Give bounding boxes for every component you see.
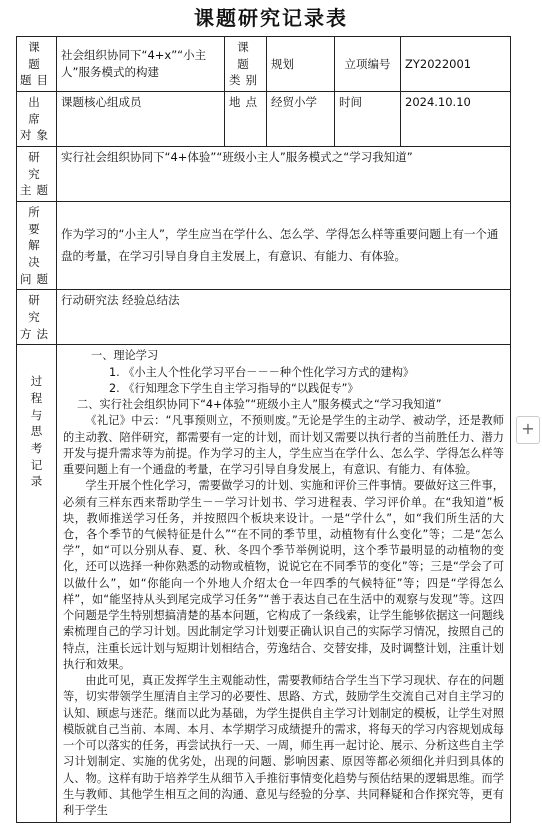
process-label-char: 记 [30, 457, 43, 472]
audience-value: 课题核心组成员 [57, 92, 225, 147]
number-label: 立项编号 [335, 37, 401, 92]
table-row-topic [17, 37, 511, 92]
category-value: 规划 [267, 37, 335, 92]
process-label-char: 考 [30, 441, 43, 456]
topic-label: 课 题 题目 [17, 37, 57, 92]
method-value: 行动研究法 经验总结法 [57, 290, 511, 345]
process-label-char: 程 [30, 391, 43, 406]
section-heading-practice: 二、实行社会组织协同下“4+体验”“班级小主人”服务模式之“学习我知道” [77, 398, 442, 412]
topic-value: 社会组织协同下“4+x”“小主人”服务模式的构建 [57, 37, 225, 92]
process-content [57, 345, 511, 823]
research-record-table [16, 36, 511, 823]
place-label: 地点 [225, 92, 267, 147]
process-label-char: 过 [30, 374, 43, 389]
page-title: 课题研究记录表 [194, 6, 348, 30]
section-heading-theory: 一、理论学习 [91, 349, 159, 363]
problem-label: 所 要 解 决 问题 [17, 202, 57, 290]
process-label [17, 345, 57, 823]
theme-label: 研 究 主题 [17, 147, 57, 202]
theme-value: 实行社会组织协同下“4+体验”“班级小主人”服务模式之“学习我知道” [57, 147, 511, 202]
place-value: 经贸小学 [267, 92, 335, 147]
time-value: 2024.10.10 [401, 92, 511, 147]
reading-item-2: 2. 《行知理念下学生自主学习指导的“以践促专”》 [109, 381, 359, 395]
category-label: 课 题 类别 [225, 37, 267, 92]
method-label: 研 究 方法 [17, 290, 57, 345]
process-label-char: 录 [30, 474, 43, 489]
reading-item-1: 1. 《小主人个性化学习平台－－－种个性化学习方式的建构》 [109, 365, 415, 379]
paragraph: 《礼记》中云：“凡事预则立，不预则废。”无论是学生的主动学、被动学，还是教师的主动教、陪伴研究，都需要有一定的计划，而计划又需要以执行者的当前胜任力、潜力开发与提升需求等为前提。作为学习的主人，学生应当在学什么、怎么学、学得怎么样等重要问题上有一个通盘的考量，在学习引导自身发展上，有意识、有能力、有体验。 [63, 414, 504, 477]
table-row-method [17, 290, 511, 345]
table-row-process [17, 345, 511, 823]
number-value: ZY2022001 [401, 37, 511, 92]
table-row-problem [17, 202, 511, 290]
table-row-theme [17, 147, 511, 202]
paragraph: 由此可见，真正发挥学生主观能动性，需要教师结合学生当下学习现状、存在的问题等，切实带领学生厘清自主学习的必要性、思路、方式，鼓励学生交流自己对自主学习的认知、顾虑与迷茫。继而以此为基础，为学生提供自主学习计划制定的模板，让学生对照模版就自己当前、本周、本月、本学期学习成绩提升的需求，将每天的学习内容规划成每一个可以落实的任务，再尝试执行一天、一周，师生再一起讨论、展示、分析这些自主学习计划制定、实施的优劣处，出现的问题、影响因素、原因等都必须细化并归到具体的人、物。这样有助于培养学生从细节入手推衍事情变化趋势与预估结果的逻辑思维。而学生与教师、其他学生相互之间的沟通、意见与经验的分享、共同释疑和合作探究等，更有利于学生 [63, 674, 504, 817]
time-label: 时间 [335, 92, 401, 147]
audience-label: 出 席 对象 [17, 92, 57, 147]
table-row-audience [17, 92, 511, 147]
process-label-char: 思 [30, 424, 43, 439]
problem-value: 作为学习的“小主人”，学生应当在学什么、怎么学、学得怎么样等重要问题上有一个通盘的考量，在学习引导自身自主发展上，有意识、有能力、有体验。 [57, 202, 511, 290]
add-button[interactable]: + [516, 416, 540, 444]
process-label-char: 与 [30, 407, 43, 422]
paragraph: 学生开展个性化学习，需要做学习的计划、实施和评价三件事情。要做好这三件事，必须有三样东西来帮助学生－－学习计划书、学习进程表、学习评价单。在“我知道”板块，教师推送学习任务，并按照四个板块来设计。一是“学什么”，如“我们所生活的大仓，各个季节的气候特征是什么”“在不同的季节里，动植物有什么变化”等；二是“怎么学”，如“可以分别从春、夏、秋、冬四个季节举例说明，这个季节最明显的动植物的变化，还可以选择一种你熟悉的动物或植物，说说它在不同季节的变化”等；三是“学会了可以做什么”，如“你能向一个外地人介绍太仓一年四季的气候特征”等；四是“学得怎么样”，如“能坚持从头到尾完成学习任务”“善于表达自己在生活中的观察与发现”等。这四个问题是学生特别想搞清楚的基本问题，它构成了一条线索，让学生能够依据这一问题线索梳理自己的学习计划。因此制定学习计划要正确认识自己的实际学习情况，按照自己的特点，注重长远计划与短期计划相结合，劳逸结合、交替安排，及时调整计划，注重计划执行和效果。 [63, 479, 504, 671]
